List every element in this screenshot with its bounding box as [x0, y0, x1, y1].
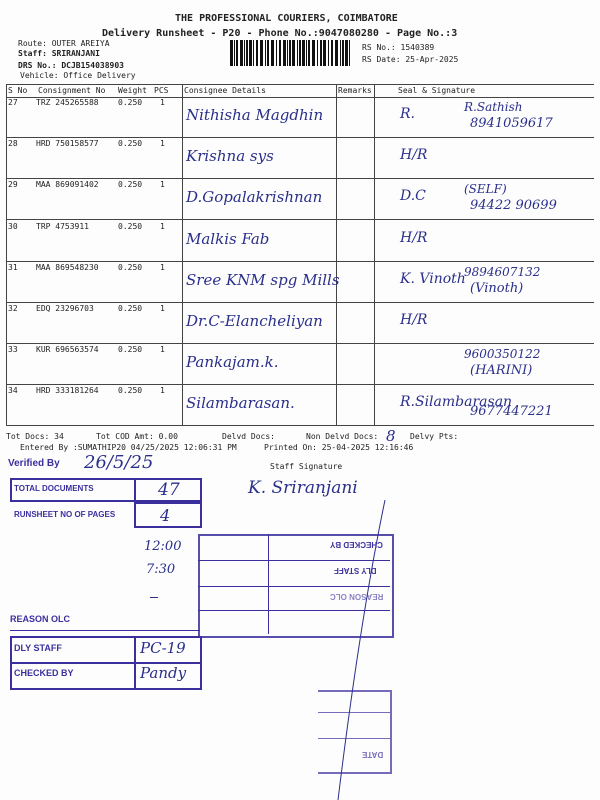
barcode-bar — [308, 40, 310, 66]
barcode-bar — [253, 40, 254, 66]
row-signature-phone: 9677447221 — [470, 404, 553, 419]
row-pcs: 1 — [160, 304, 165, 313]
row-consignment-no: HRD 750158577 — [36, 139, 99, 148]
row-weight: 0.250 — [118, 345, 143, 354]
row-signature: K. Vinoth — [400, 271, 466, 287]
runsheet-title: Delivery Runsheet - P20 - Phone No.:9047080280 - Page No.:3 — [102, 28, 458, 39]
barcode-bar — [331, 40, 333, 66]
dly-staff-label: DLY STAFF — [14, 643, 62, 653]
row-signature: H/R — [400, 230, 428, 246]
col-sno: S No — [8, 86, 28, 95]
row-consignment-no: TRP 4753911 — [36, 222, 89, 231]
checked-by-label: CHECKED BY — [14, 668, 74, 678]
row-pcs: 1 — [160, 98, 165, 107]
row-consignee: Nithisha Magdhin — [186, 106, 324, 124]
col-pcs: PCS — [154, 86, 169, 95]
col-weight: Weight — [118, 86, 147, 95]
divider — [318, 738, 390, 739]
row-signature: R.Silambarasan — [400, 394, 513, 410]
row-consignment-no: MAA 869548230 — [36, 263, 99, 272]
staff-label: Staff: SRIRANJANI — [18, 49, 100, 58]
barcode-bar — [297, 40, 298, 66]
time-end: 7:30 — [146, 562, 176, 577]
row-sno: 28 — [8, 139, 18, 148]
route-label: Route: OUTER AREIYA — [18, 39, 110, 48]
barcode-bar — [244, 40, 245, 66]
row-weight: 0.250 — [118, 222, 143, 231]
table-row — [6, 343, 594, 385]
reverse-stamp-bottom — [318, 690, 392, 774]
barcode-bar — [302, 40, 305, 66]
divider — [198, 560, 390, 561]
row-pcs: 1 — [160, 139, 165, 148]
barcode-bar — [312, 40, 315, 66]
staff-signature: K. Sriranjani — [248, 478, 358, 498]
total-docs-label: TOTAL DOCUMENTS — [14, 484, 94, 493]
rev-reason-label: REASON OLC — [330, 592, 384, 601]
row-weight: 0.250 — [118, 263, 143, 272]
row-signature-phone: 94422 90699 — [470, 198, 557, 213]
col-consignee: Consignee Details — [184, 86, 266, 95]
row-signature: R. — [400, 106, 415, 122]
row-weight: 0.250 — [118, 386, 143, 395]
row-consignment-no: MAA 869091402 — [36, 180, 99, 189]
row-consignee: Silambarasan. — [186, 394, 295, 412]
barcode-bar — [345, 40, 348, 66]
table-row — [6, 96, 594, 138]
col-seal: Seal & Signature — [398, 86, 476, 95]
tot-cod: Tot COD Amt: 0.00 — [96, 432, 178, 441]
row-pcs: 1 — [160, 180, 165, 189]
barcode-bar — [283, 40, 286, 66]
delvd-docs: Delvd Docs: — [222, 432, 275, 441]
table-row — [6, 178, 594, 220]
staff-signature-label: Staff Signature — [270, 462, 343, 471]
row-consignee: Sree KNM spg Mills — [186, 271, 340, 289]
delvy-pts: Delvy Pts: — [410, 432, 459, 441]
row-signature-phone: (HARINI) — [470, 363, 533, 378]
row-sno: 27 — [8, 98, 18, 107]
rev-dly-label: DLY STAFF — [334, 566, 377, 575]
row-consignment-no: EDQ 23296703 — [36, 304, 94, 313]
barcode-bar — [340, 40, 341, 66]
barcode-bar — [271, 40, 274, 66]
barcode-bar — [335, 40, 338, 66]
barcode-bar — [246, 40, 248, 66]
barcode-bar — [317, 40, 318, 66]
row-consignment-no: TRZ 245265588 — [36, 98, 99, 107]
barcode-bar — [249, 40, 252, 66]
row-weight: 0.250 — [118, 139, 143, 148]
barcode-bar — [289, 40, 291, 66]
reason-label: REASON OLC — [10, 614, 71, 624]
divider — [10, 630, 200, 631]
row-pcs: 1 — [160, 345, 165, 354]
row-signature: H/R — [400, 147, 428, 163]
barcode-bar — [234, 40, 235, 66]
row-signature: D.C — [400, 188, 426, 204]
barcode-icon — [230, 40, 352, 66]
row-consignee: Dr.C-Elancheliyan — [186, 312, 323, 330]
barcode-bar — [260, 40, 263, 66]
verified-by-label: Verified By — [8, 458, 60, 469]
barcode-bar — [276, 40, 277, 66]
drs-label: DRS No.: DCJB154038903 — [18, 61, 124, 70]
checked-by-value: Pandy — [140, 664, 187, 682]
row-pcs: 1 — [160, 386, 165, 395]
barcode-bar — [279, 40, 281, 66]
dash-mark — [150, 597, 158, 598]
row-consignee: Malkis Fab — [186, 230, 270, 248]
row-sno: 34 — [8, 386, 18, 395]
barcode-bar — [342, 40, 344, 66]
table-row — [6, 137, 594, 179]
barcode-bar — [240, 40, 243, 66]
rev-checked-label: CHECKED BY — [330, 540, 383, 549]
row-signature-phone: (Vinoth) — [470, 281, 524, 296]
barcode-bar — [267, 40, 269, 66]
col-remarks: Remarks — [338, 86, 372, 95]
row-signature: H/R — [400, 312, 428, 328]
row-signature-name: R.Sathish — [464, 100, 523, 114]
row-sno: 32 — [8, 304, 18, 313]
table-row — [6, 302, 594, 344]
barcode-bar — [306, 40, 307, 66]
row-signature-name: 9894607132 — [464, 265, 541, 279]
rev-date-label: DATE — [362, 750, 384, 759]
barcode-bar — [328, 40, 329, 66]
divider — [318, 712, 390, 713]
row-signature-phone: 8941059617 — [470, 116, 553, 131]
row-weight: 0.250 — [118, 98, 143, 107]
row-consignee: D.Gopalakrishnan — [186, 188, 323, 206]
row-sno: 29 — [8, 180, 18, 189]
barcode-bar — [320, 40, 322, 66]
company-title: THE PROFESSIONAL COURIERS, COIMBATORE — [175, 13, 398, 24]
barcode-bar — [265, 40, 266, 66]
total-docs-value: 47 — [158, 480, 180, 500]
non-delvd-docs: Non Delvd Docs: — [306, 432, 379, 441]
barcode-bar — [230, 40, 233, 66]
row-consignment-no: HRD 333181264 — [36, 386, 99, 395]
divider — [268, 534, 269, 634]
row-weight: 0.250 — [118, 180, 143, 189]
row-signature-name: (SELF) — [464, 182, 507, 196]
table-row — [6, 261, 594, 303]
tot-docs: Tot Docs: 34 — [6, 432, 64, 441]
row-consignee: Pankajam.k. — [186, 353, 279, 371]
non-delvd-value: 8 — [386, 427, 396, 445]
row-weight: 0.250 — [118, 304, 143, 313]
row-sno: 30 — [8, 222, 18, 231]
barcode-bar — [292, 40, 295, 66]
rs-date: RS Date: 25-Apr-2025 — [362, 55, 459, 64]
table-row — [6, 220, 594, 262]
barcode-bar — [349, 40, 350, 66]
pages-label: RUNSHEET NO OF PAGES — [14, 510, 116, 519]
barcode-bar — [287, 40, 288, 66]
time-start: 12:00 — [144, 539, 182, 554]
row-pcs: 1 — [160, 222, 165, 231]
entered-by: Entered By :SUMATHIP20 04/25/2025 12:06:31 PM — [20, 443, 237, 452]
divider — [198, 610, 390, 611]
divider — [198, 586, 390, 587]
col-consignment: Consignment No — [38, 86, 106, 95]
printed-on: Printed On: 25-04-2025 12:16:46 — [264, 443, 414, 452]
barcode-bar — [299, 40, 301, 66]
barcode-bar — [256, 40, 258, 66]
row-consignee: Krishna sys — [186, 147, 274, 165]
barcode-bar — [236, 40, 238, 66]
table-row — [6, 384, 594, 426]
row-pcs: 1 — [160, 263, 165, 272]
row-sno: 31 — [8, 263, 18, 272]
pages-value: 4 — [160, 506, 171, 525]
dly-staff-value: PC-19 — [140, 639, 186, 657]
vehicle-label: Vehicle: Office Delivery — [20, 71, 136, 80]
row-signature-name: 9600350122 — [464, 347, 541, 361]
row-consignment-no: KUR 696563574 — [36, 345, 99, 354]
verified-date: 26/5/25 — [84, 452, 154, 473]
row-sno: 33 — [8, 345, 18, 354]
barcode-bar — [323, 40, 326, 66]
rs-no: RS No.: 1540389 — [362, 43, 435, 52]
